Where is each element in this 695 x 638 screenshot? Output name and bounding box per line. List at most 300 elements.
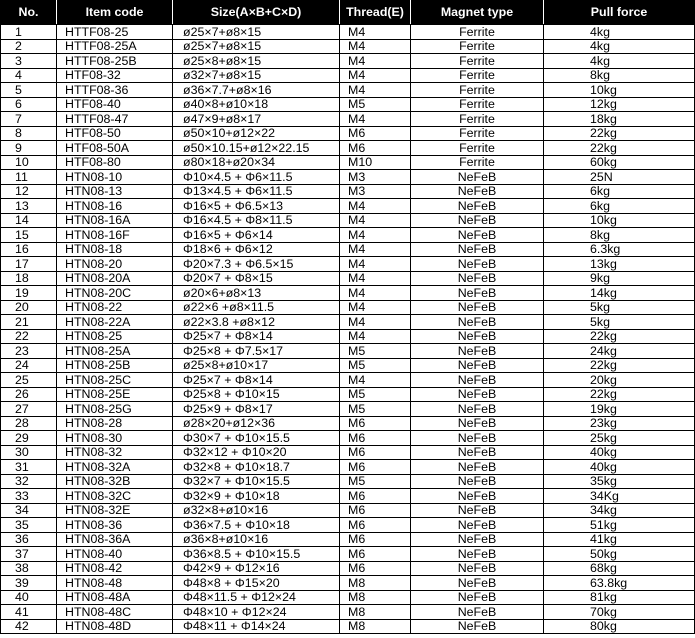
cell-no: 19 xyxy=(1,286,57,301)
cell-size: ø25×7+ø8×15 xyxy=(173,25,340,40)
table-row xyxy=(1,561,695,576)
cell-size: Φ10×4.5 + Φ6×11.5 xyxy=(173,170,340,185)
cell-thread: M8 xyxy=(340,590,411,605)
cell-thread: M8 xyxy=(340,576,411,591)
cell-item-code: HTF08-40 xyxy=(57,97,173,112)
cell-no: 31 xyxy=(1,460,57,475)
cell-size: Φ18×6 + Φ6×12 xyxy=(173,242,340,257)
cell-pull-force: 9kg xyxy=(544,271,695,286)
cell-no: 42 xyxy=(1,619,57,634)
cell-size: ø28×20+ø12×36 xyxy=(173,416,340,431)
cell-pull-force: 8kg xyxy=(544,68,695,83)
cell-pull-force: 13kg xyxy=(544,257,695,272)
cell-pull-force: 25N xyxy=(544,170,695,185)
cell-item-code: HTN08-36A xyxy=(57,532,173,547)
cell-item-code: HTTF08-36 xyxy=(57,83,173,98)
cell-size: ø36×8+ø10×16 xyxy=(173,532,340,547)
cell-pull-force: 4kg xyxy=(544,39,695,54)
table-row xyxy=(1,199,695,214)
cell-size: ø22×6 +ø8×11.5 xyxy=(173,300,340,315)
table-row xyxy=(1,358,695,373)
cell-magnet-type: NeFeB xyxy=(411,329,544,344)
cell-pull-force: 20kg xyxy=(544,373,695,388)
cell-magnet-type: NeFeB xyxy=(411,416,544,431)
cell-pull-force: 22kg xyxy=(544,387,695,402)
cell-size: Φ16×5 + Φ6.5×13 xyxy=(173,199,340,214)
cell-size: Φ25×8 + Φ10×15 xyxy=(173,387,340,402)
table-row xyxy=(1,97,695,112)
cell-thread: M6 xyxy=(340,126,411,141)
cell-no: 9 xyxy=(1,141,57,156)
table-row xyxy=(1,518,695,533)
table-body xyxy=(1,25,695,634)
cell-size: Φ42×9 + Φ12×16 xyxy=(173,561,340,576)
cell-magnet-type: NeFeB xyxy=(411,257,544,272)
cell-size: Φ20×7.3 + Φ6.5×15 xyxy=(173,257,340,272)
cell-pull-force: 63.8kg xyxy=(544,576,695,591)
cell-item-code: HTN08-48D xyxy=(57,619,173,634)
cell-thread: M4 xyxy=(340,213,411,228)
cell-thread: M6 xyxy=(340,489,411,504)
cell-magnet-type: NeFeB xyxy=(411,445,544,460)
cell-magnet-type: Ferrite xyxy=(411,97,544,112)
cell-magnet-type: NeFeB xyxy=(411,213,544,228)
cell-magnet-type: Ferrite xyxy=(411,112,544,127)
cell-size: Φ36×8.5 + Φ10×15.5 xyxy=(173,547,340,562)
cell-item-code: HTN08-20C xyxy=(57,286,173,301)
cell-size: ø36×7.7+ø8×16 xyxy=(173,83,340,98)
cell-thread: M4 xyxy=(340,39,411,54)
cell-no: 26 xyxy=(1,387,57,402)
table-row xyxy=(1,329,695,344)
cell-pull-force: 34kg xyxy=(544,503,695,518)
cell-no: 14 xyxy=(1,213,57,228)
cell-pull-force: 10kg xyxy=(544,83,695,98)
cell-pull-force: 40kg xyxy=(544,445,695,460)
cell-no: 35 xyxy=(1,518,57,533)
cell-item-code: HTN08-32A xyxy=(57,460,173,475)
cell-no: 23 xyxy=(1,344,57,359)
cell-item-code: HTF08-32 xyxy=(57,68,173,83)
cell-pull-force: 41kg xyxy=(544,532,695,547)
cell-thread: M4 xyxy=(340,315,411,330)
cell-magnet-type: NeFeB xyxy=(411,547,544,562)
cell-item-code: HTN08-16F xyxy=(57,228,173,243)
cell-size: Φ16×4.5 + Φ8×11.5 xyxy=(173,213,340,228)
table-row xyxy=(1,489,695,504)
cell-no: 36 xyxy=(1,532,57,547)
cell-magnet-type: Ferrite xyxy=(411,126,544,141)
table-row xyxy=(1,373,695,388)
cell-magnet-type: NeFeB xyxy=(411,184,544,199)
cell-size: Φ25×7 + Φ8×14 xyxy=(173,373,340,388)
cell-no: 15 xyxy=(1,228,57,243)
cell-magnet-type: NeFeB xyxy=(411,286,544,301)
cell-pull-force: 80kg xyxy=(544,619,695,634)
cell-no: 18 xyxy=(1,271,57,286)
cell-magnet-type: NeFeB xyxy=(411,576,544,591)
cell-no: 3 xyxy=(1,54,57,69)
table-row xyxy=(1,286,695,301)
cell-size: Φ32×12 + Φ10×20 xyxy=(173,445,340,460)
cell-size: ø47×9+ø8×17 xyxy=(173,112,340,127)
cell-pull-force: 5kg xyxy=(544,315,695,330)
cell-no: 25 xyxy=(1,373,57,388)
cell-no: 5 xyxy=(1,83,57,98)
cell-pull-force: 6kg xyxy=(544,184,695,199)
cell-magnet-type: Ferrite xyxy=(411,25,544,40)
cell-size: Φ48×10 + Φ12×24 xyxy=(173,605,340,620)
cell-size: Φ13×4.5 + Φ6×11.5 xyxy=(173,184,340,199)
cell-item-code: HTN08-28 xyxy=(57,416,173,431)
cell-item-code: HTN08-36 xyxy=(57,518,173,533)
cell-pull-force: 19kg xyxy=(544,402,695,417)
cell-item-code: HTN08-13 xyxy=(57,184,173,199)
cell-thread: M5 xyxy=(340,402,411,417)
cell-item-code: HTTF08-25B xyxy=(57,54,173,69)
cell-pull-force: 4kg xyxy=(544,54,695,69)
cell-thread: M4 xyxy=(340,242,411,257)
cell-no: 10 xyxy=(1,155,57,170)
table-row xyxy=(1,402,695,417)
cell-thread: M6 xyxy=(340,445,411,460)
cell-thread: M6 xyxy=(340,416,411,431)
cell-item-code: HTN08-20 xyxy=(57,257,173,272)
cell-pull-force: 22kg xyxy=(544,141,695,156)
cell-magnet-type: NeFeB xyxy=(411,228,544,243)
cell-item-code: HTN08-25G xyxy=(57,402,173,417)
cell-item-code: HTTF08-47 xyxy=(57,112,173,127)
cell-no: 39 xyxy=(1,576,57,591)
cell-no: 22 xyxy=(1,329,57,344)
cell-magnet-type: Ferrite xyxy=(411,141,544,156)
header-size: Size(A×B+C×D) xyxy=(173,0,340,25)
cell-thread: M8 xyxy=(340,605,411,620)
table-row xyxy=(1,112,695,127)
cell-no: 17 xyxy=(1,257,57,272)
cell-magnet-type: Ferrite xyxy=(411,54,544,69)
cell-thread: M4 xyxy=(340,300,411,315)
cell-item-code: HTN08-30 xyxy=(57,431,173,446)
header-magnet-type: Magnet type xyxy=(411,0,544,25)
table-row xyxy=(1,387,695,402)
table-row xyxy=(1,460,695,475)
cell-item-code: HTN08-25B xyxy=(57,358,173,373)
cell-thread: M4 xyxy=(340,286,411,301)
table-row xyxy=(1,39,695,54)
cell-no: 30 xyxy=(1,445,57,460)
cell-thread: M6 xyxy=(340,547,411,562)
cell-size: Φ25×7 + Φ8×14 xyxy=(173,329,340,344)
cell-size: ø32×8+ø10×16 xyxy=(173,503,340,518)
cell-size: Φ20×7 + Φ8×15 xyxy=(173,271,340,286)
table-row xyxy=(1,257,695,272)
cell-pull-force: 4kg xyxy=(544,25,695,40)
cell-item-code: HTN08-32 xyxy=(57,445,173,460)
cell-size: Φ36×7.5 + Φ10×18 xyxy=(173,518,340,533)
cell-pull-force: 34Kg xyxy=(544,489,695,504)
cell-thread: M4 xyxy=(340,257,411,272)
cell-size: Φ32×9 + Φ10×18 xyxy=(173,489,340,504)
cell-magnet-type: NeFeB xyxy=(411,605,544,620)
table-row xyxy=(1,315,695,330)
table-row xyxy=(1,155,695,170)
cell-item-code: HTN08-48C xyxy=(57,605,173,620)
cell-magnet-type: NeFeB xyxy=(411,358,544,373)
cell-thread: M4 xyxy=(340,199,411,214)
cell-pull-force: 6.3kg xyxy=(544,242,695,257)
cell-size: ø20×6+ø8×13 xyxy=(173,286,340,301)
cell-size: ø32×7+ø8×15 xyxy=(173,68,340,83)
cell-no: 34 xyxy=(1,503,57,518)
cell-no: 29 xyxy=(1,431,57,446)
cell-pull-force: 5kg xyxy=(544,300,695,315)
cell-magnet-type: NeFeB xyxy=(411,532,544,547)
cell-thread: M6 xyxy=(340,518,411,533)
cell-no: 37 xyxy=(1,547,57,562)
cell-pull-force: 23kg xyxy=(544,416,695,431)
table-row xyxy=(1,416,695,431)
cell-thread: M3 xyxy=(340,170,411,185)
cell-no: 27 xyxy=(1,402,57,417)
cell-thread: M8 xyxy=(340,619,411,634)
cell-no: 4 xyxy=(1,68,57,83)
cell-item-code: HTN08-22 xyxy=(57,300,173,315)
cell-no: 7 xyxy=(1,112,57,127)
cell-pull-force: 12kg xyxy=(544,97,695,112)
cell-magnet-type: NeFeB xyxy=(411,460,544,475)
cell-magnet-type: Ferrite xyxy=(411,39,544,54)
cell-size: Φ48×11 + Φ14×24 xyxy=(173,619,340,634)
table-row xyxy=(1,68,695,83)
cell-size: Φ48×11.5 + Φ12×24 xyxy=(173,590,340,605)
table-row xyxy=(1,25,695,40)
table-row xyxy=(1,431,695,446)
cell-no: 13 xyxy=(1,199,57,214)
cell-thread: M3 xyxy=(340,184,411,199)
cell-thread: M4 xyxy=(340,25,411,40)
cell-pull-force: 8kg xyxy=(544,228,695,243)
cell-size: Φ25×8 + Φ7.5×17 xyxy=(173,344,340,359)
cell-item-code: HTN08-40 xyxy=(57,547,173,562)
cell-pull-force: 6kg xyxy=(544,199,695,214)
header-row xyxy=(1,0,695,25)
cell-magnet-type: NeFeB xyxy=(411,590,544,605)
cell-no: 40 xyxy=(1,590,57,605)
cell-item-code: HTN08-16 xyxy=(57,199,173,214)
table-row xyxy=(1,141,695,156)
cell-pull-force: 68kg xyxy=(544,561,695,576)
cell-size: ø25×8+ø10×17 xyxy=(173,358,340,373)
cell-item-code: HTN08-48A xyxy=(57,590,173,605)
cell-size: Φ16×5 + Φ6×14 xyxy=(173,228,340,243)
cell-item-code: HTN08-42 xyxy=(57,561,173,576)
table-row xyxy=(1,590,695,605)
cell-no: 6 xyxy=(1,97,57,112)
cell-size: Φ30×7 + Φ10×15.5 xyxy=(173,431,340,446)
cell-item-code: HTN08-25A xyxy=(57,344,173,359)
cell-magnet-type: NeFeB xyxy=(411,373,544,388)
cell-size: Φ32×7 + Φ10×15.5 xyxy=(173,474,340,489)
cell-magnet-type: NeFeB xyxy=(411,402,544,417)
cell-magnet-type: NeFeB xyxy=(411,315,544,330)
table-row xyxy=(1,344,695,359)
cell-item-code: HTTF08-25 xyxy=(57,25,173,40)
cell-size: ø50×10.15+ø12×22.15 xyxy=(173,141,340,156)
cell-pull-force: 25kg xyxy=(544,431,695,446)
cell-thread: M4 xyxy=(340,228,411,243)
cell-thread: M4 xyxy=(340,68,411,83)
cell-item-code: HTF08-50A xyxy=(57,141,173,156)
cell-pull-force: 18kg xyxy=(544,112,695,127)
table-row xyxy=(1,576,695,591)
cell-item-code: HTN08-32E xyxy=(57,503,173,518)
cell-pull-force: 70kg xyxy=(544,605,695,620)
cell-pull-force: 81kg xyxy=(544,590,695,605)
cell-thread: M4 xyxy=(340,83,411,98)
cell-item-code: HTF08-80 xyxy=(57,155,173,170)
cell-thread: M6 xyxy=(340,503,411,518)
cell-thread: M4 xyxy=(340,271,411,286)
cell-magnet-type: Ferrite xyxy=(411,155,544,170)
cell-magnet-type: NeFeB xyxy=(411,489,544,504)
cell-size: Φ48×8 + Φ15×20 xyxy=(173,576,340,591)
cell-item-code: HTF08-50 xyxy=(57,126,173,141)
cell-magnet-type: NeFeB xyxy=(411,300,544,315)
header-item-code: Item code xyxy=(57,0,173,25)
cell-no: 24 xyxy=(1,358,57,373)
cell-no: 20 xyxy=(1,300,57,315)
cell-no: 11 xyxy=(1,170,57,185)
cell-no: 12 xyxy=(1,184,57,199)
cell-item-code: HTTF08-25A xyxy=(57,39,173,54)
cell-no: 32 xyxy=(1,474,57,489)
cell-thread: M4 xyxy=(340,373,411,388)
cell-size: Φ25×9 + Φ8×17 xyxy=(173,402,340,417)
header-thread: Thread(E) xyxy=(340,0,411,25)
table-row xyxy=(1,532,695,547)
cell-thread: M4 xyxy=(340,112,411,127)
cell-thread: M4 xyxy=(340,329,411,344)
cell-magnet-type: NeFeB xyxy=(411,431,544,446)
table-row xyxy=(1,54,695,69)
table-row xyxy=(1,83,695,98)
cell-magnet-type: NeFeB xyxy=(411,474,544,489)
cell-thread: M10 xyxy=(340,155,411,170)
cell-thread: M6 xyxy=(340,141,411,156)
cell-size: ø80×18+ø20×34 xyxy=(173,155,340,170)
cell-size: ø50×10+ø12×22 xyxy=(173,126,340,141)
cell-magnet-type: NeFeB xyxy=(411,271,544,286)
cell-size: ø25×7+ø8×15 xyxy=(173,39,340,54)
table-row xyxy=(1,228,695,243)
cell-magnet-type: NeFeB xyxy=(411,242,544,257)
cell-no: 1 xyxy=(1,25,57,40)
cell-thread: M5 xyxy=(340,358,411,373)
cell-pull-force: 50kg xyxy=(544,547,695,562)
cell-pull-force: 60kg xyxy=(544,155,695,170)
cell-thread: M6 xyxy=(340,431,411,446)
cell-pull-force: 51kg xyxy=(544,518,695,533)
cell-magnet-type: NeFeB xyxy=(411,344,544,359)
cell-magnet-type: Ferrite xyxy=(411,68,544,83)
cell-magnet-type: NeFeB xyxy=(411,387,544,402)
cell-magnet-type: NeFeB xyxy=(411,199,544,214)
cell-no: 33 xyxy=(1,489,57,504)
cell-thread: M6 xyxy=(340,460,411,475)
cell-item-code: HTN08-48 xyxy=(57,576,173,591)
cell-magnet-type: NeFeB xyxy=(411,518,544,533)
table-row xyxy=(1,126,695,141)
cell-pull-force: 24kg xyxy=(544,344,695,359)
table-row xyxy=(1,619,695,634)
cell-pull-force: 22kg xyxy=(544,358,695,373)
table-row xyxy=(1,547,695,562)
cell-item-code: HTN08-10 xyxy=(57,170,173,185)
table-row xyxy=(1,474,695,489)
cell-item-code: HTN08-16A xyxy=(57,213,173,228)
header-pull-force: Pull force xyxy=(544,0,695,25)
table-row xyxy=(1,213,695,228)
cell-item-code: HTN08-25C xyxy=(57,373,173,388)
cell-thread: M5 xyxy=(340,344,411,359)
cell-no: 2 xyxy=(1,39,57,54)
cell-size: ø25×8+ø8×15 xyxy=(173,54,340,69)
cell-no: 8 xyxy=(1,126,57,141)
header-no: No. xyxy=(1,0,57,25)
cell-size: ø22×3.8 +ø8×12 xyxy=(173,315,340,330)
cell-no: 41 xyxy=(1,605,57,620)
cell-pull-force: 35kg xyxy=(544,474,695,489)
cell-thread: M4 xyxy=(340,54,411,69)
cell-pull-force: 22kg xyxy=(544,126,695,141)
cell-thread: M5 xyxy=(340,387,411,402)
cell-pull-force: 14kg xyxy=(544,286,695,301)
table-row xyxy=(1,300,695,315)
cell-magnet-type: Ferrite xyxy=(411,83,544,98)
cell-magnet-type: NeFeB xyxy=(411,170,544,185)
cell-thread: M5 xyxy=(340,474,411,489)
cell-thread: M6 xyxy=(340,561,411,576)
cell-thread: M6 xyxy=(340,532,411,547)
cell-magnet-type: NeFeB xyxy=(411,503,544,518)
table-row xyxy=(1,271,695,286)
cell-no: 16 xyxy=(1,242,57,257)
table-row xyxy=(1,445,695,460)
cell-item-code: HTN08-20A xyxy=(57,271,173,286)
cell-thread: M5 xyxy=(340,97,411,112)
cell-item-code: HTN08-32C xyxy=(57,489,173,504)
cell-no: 21 xyxy=(1,315,57,330)
cell-item-code: HTN08-18 xyxy=(57,242,173,257)
cell-pull-force: 10kg xyxy=(544,213,695,228)
table-row xyxy=(1,170,695,185)
cell-item-code: HTN08-25E xyxy=(57,387,173,402)
cell-item-code: HTN08-22A xyxy=(57,315,173,330)
table-header xyxy=(1,0,695,25)
cell-pull-force: 40kg xyxy=(544,460,695,475)
cell-size: Φ32×8 + Φ10×18.7 xyxy=(173,460,340,475)
cell-pull-force: 22kg xyxy=(544,329,695,344)
table-row xyxy=(1,184,695,199)
table-row xyxy=(1,242,695,257)
table-row xyxy=(1,503,695,518)
cell-magnet-type: NeFeB xyxy=(411,619,544,634)
cell-item-code: HTN08-32B xyxy=(57,474,173,489)
table-row xyxy=(1,605,695,620)
cell-magnet-type: NeFeB xyxy=(411,561,544,576)
cell-size: ø40×8+ø10×18 xyxy=(173,97,340,112)
